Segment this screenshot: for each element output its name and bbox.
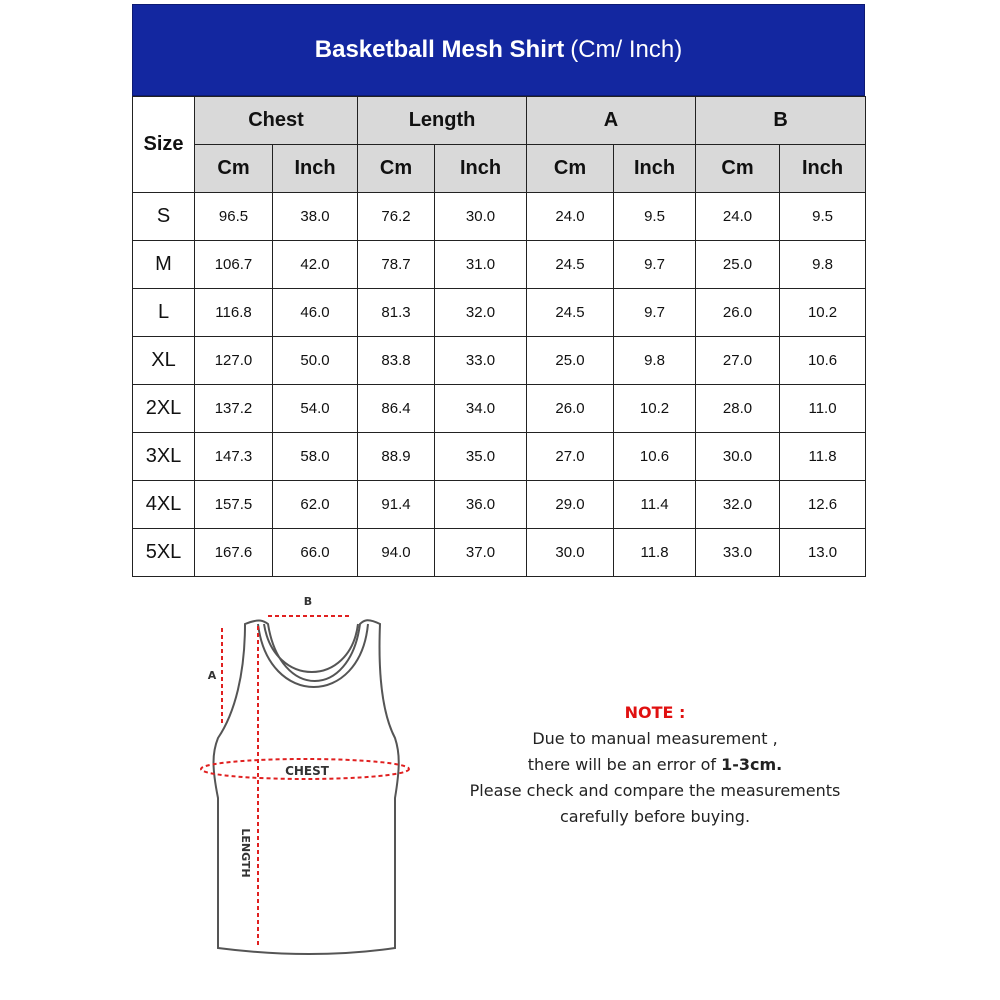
table-row (133, 481, 866, 529)
measurement-cell: 27.0 (527, 433, 614, 481)
measurement-cell: 31.0 (435, 241, 527, 289)
measurement-cell: 10.2 (780, 289, 866, 337)
diagram-label-chest: CHEST (285, 764, 329, 778)
measurement-cell: 10.6 (780, 337, 866, 385)
header-a: A (527, 97, 696, 145)
measurement-cell: 157.5 (195, 481, 273, 529)
measurement-cell: 76.2 (358, 193, 435, 241)
measurement-cell: 25.0 (527, 337, 614, 385)
measurement-cell: 137.2 (195, 385, 273, 433)
measurement-cell: 9.8 (614, 337, 696, 385)
measurement-cell: 86.4 (358, 385, 435, 433)
unit-header: Inch (435, 145, 527, 193)
unit-header: Inch (780, 145, 866, 193)
measurement-cell: 10.2 (614, 385, 696, 433)
note-line-4: carefully before buying. (559, 807, 751, 826)
table-row (133, 433, 866, 481)
shirt-diagram (190, 588, 420, 968)
note-error-range: 1-3cm. (721, 755, 783, 774)
header-chest: Chest (195, 97, 358, 145)
measurement-cell: 9.8 (780, 241, 866, 289)
size-cell: 5XL (133, 529, 195, 577)
measurement-cell: 9.5 (780, 193, 866, 241)
measurement-cell: 127.0 (195, 337, 273, 385)
measurement-cell: 30.0 (527, 529, 614, 577)
measurement-cell: 58.0 (273, 433, 358, 481)
measurement-cell: 9.7 (614, 241, 696, 289)
measurement-cell: 66.0 (273, 529, 358, 577)
measurement-cell: 33.0 (696, 529, 780, 577)
size-cell: 3XL (133, 433, 195, 481)
measurement-cell: 50.0 (273, 337, 358, 385)
measurement-cell: 12.6 (780, 481, 866, 529)
size-cell: 4XL (133, 481, 195, 529)
measurement-cell: 36.0 (435, 481, 527, 529)
size-cell: 2XL (133, 385, 195, 433)
measurement-cell: 11.8 (614, 529, 696, 577)
chart-title (132, 4, 865, 96)
note-title: NOTE : (624, 703, 686, 722)
measurement-cell: 9.5 (614, 193, 696, 241)
unit-header: Inch (614, 145, 696, 193)
chart-title-units: (Cm/ Inch) (570, 36, 683, 63)
diagram-label-b: B (303, 595, 313, 608)
header-length: Length (358, 97, 527, 145)
measurement-cell: 32.0 (696, 481, 780, 529)
measurement-cell: 78.7 (358, 241, 435, 289)
size-rows (133, 193, 866, 577)
measurement-cell: 24.0 (527, 193, 614, 241)
unit-header: Cm (696, 145, 780, 193)
measurement-cell: 106.7 (195, 241, 273, 289)
measurement-cell: 37.0 (435, 529, 527, 577)
table-row (133, 529, 866, 577)
measurement-cell: 24.5 (527, 241, 614, 289)
measurement-cell: 28.0 (696, 385, 780, 433)
unit-header: Cm (358, 145, 435, 193)
size-cell: S (133, 193, 195, 241)
note-line-2-text: there will be an error of (527, 755, 722, 774)
unit-header: Inch (273, 145, 358, 193)
measurement-cell: 9.7 (614, 289, 696, 337)
note-line-3: Please check and compare the measurements (469, 781, 841, 800)
size-cell: XL (133, 337, 195, 385)
measurement-cell: 116.8 (195, 289, 273, 337)
measurement-cell: 11.4 (614, 481, 696, 529)
table-row (133, 289, 866, 337)
note-block (455, 700, 855, 830)
measurement-cell: 30.0 (696, 433, 780, 481)
measurement-cell: 46.0 (273, 289, 358, 337)
measurement-cell: 167.6 (195, 529, 273, 577)
measurement-cell: 62.0 (273, 481, 358, 529)
measurement-cell: 30.0 (435, 193, 527, 241)
measurement-cell: 29.0 (527, 481, 614, 529)
size-cell: L (133, 289, 195, 337)
size-header: Size (133, 97, 195, 193)
measure-lines (201, 616, 409, 948)
measurement-cell: 91.4 (358, 481, 435, 529)
measurement-cell: 27.0 (696, 337, 780, 385)
diagram-label-a: A (207, 669, 217, 682)
unit-header: Cm (527, 145, 614, 193)
measurement-cell: 38.0 (273, 193, 358, 241)
table-row (133, 193, 866, 241)
measurement-cell: 54.0 (273, 385, 358, 433)
tank-top-outline (214, 620, 399, 954)
size-cell: M (133, 241, 195, 289)
table-row (133, 337, 866, 385)
measurement-cell: 34.0 (435, 385, 527, 433)
table-row (133, 385, 866, 433)
chart-title-main: Basketball Mesh Shirt (314, 36, 565, 63)
measurement-cell: 10.6 (614, 433, 696, 481)
measurement-cell: 11.0 (780, 385, 866, 433)
measurement-cell: 81.3 (358, 289, 435, 337)
measurement-cell: 35.0 (435, 433, 527, 481)
measurement-cell: 13.0 (780, 529, 866, 577)
measurement-cell: 32.0 (435, 289, 527, 337)
table-row (133, 241, 866, 289)
measurement-cell: 96.5 (195, 193, 273, 241)
measurement-cell: 147.3 (195, 433, 273, 481)
unit-header: Cm (195, 145, 273, 193)
measurement-cell: 26.0 (527, 385, 614, 433)
measurement-cell: 24.5 (527, 289, 614, 337)
note-line-2 (455, 752, 855, 778)
measurement-cell: 24.0 (696, 193, 780, 241)
measurement-cell: 33.0 (435, 337, 527, 385)
header-b: B (696, 97, 866, 145)
measurement-cell: 25.0 (696, 241, 780, 289)
diagram-label-length: LENGTH (239, 828, 252, 878)
note-line-1: Due to manual measurement , (532, 729, 778, 748)
measurement-cell: 88.9 (358, 433, 435, 481)
measurement-cell: 26.0 (696, 289, 780, 337)
measurement-cell: 94.0 (358, 529, 435, 577)
measurement-cell: 11.8 (780, 433, 866, 481)
size-chart (132, 4, 865, 577)
measurement-cell: 42.0 (273, 241, 358, 289)
size-table (132, 96, 866, 577)
measurement-cell: 83.8 (358, 337, 435, 385)
